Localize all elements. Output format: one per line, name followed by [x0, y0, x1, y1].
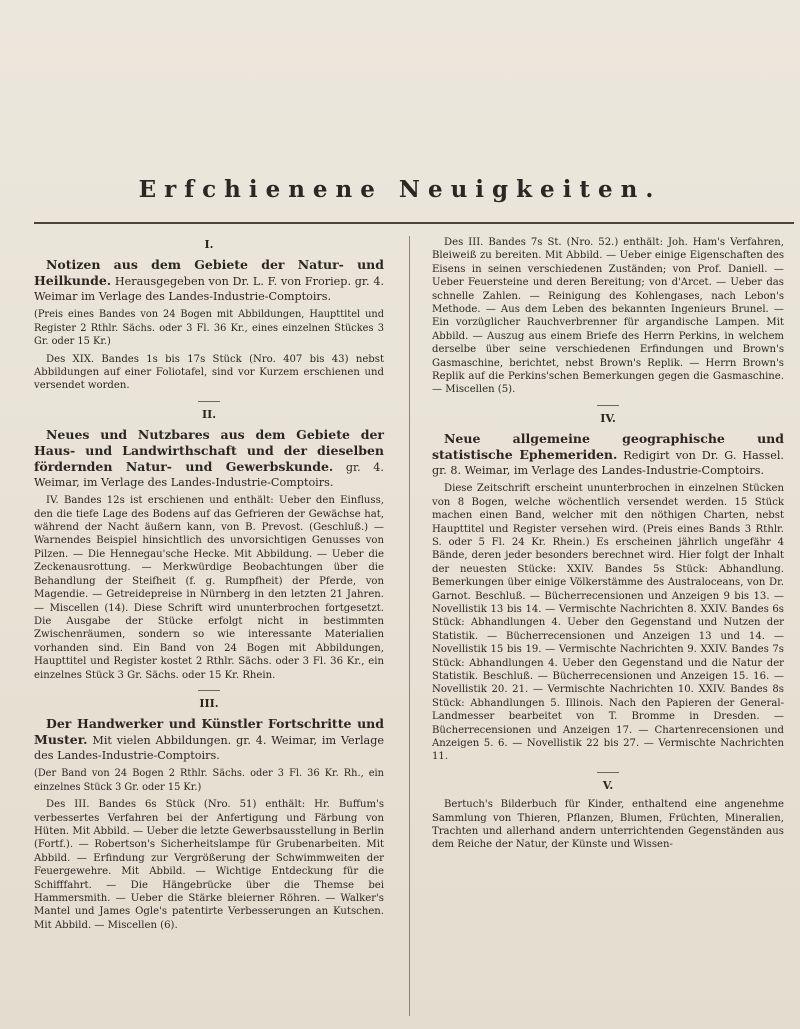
section-separator [597, 772, 619, 773]
right-column [432, 236, 784, 860]
section-title [34, 427, 384, 490]
section-body: Diese Zeitschrift erscheint ununterbrochen in einzelnen Stücken von 8 Bogen, welche wöchentlich versendet werden. 15 Stück machen einen Band, welcher mit den nöthigen Charten, nebst Haupttitel und Register versehen wird. (Preis eines Bands 3 Rthlr. S. oder 5 Fl. 24 Kr. Rhein.) Es erscheinen jährlich ungefähr 4 Bände, deren jeder besonders berechnet wird. Hier folgt der Inhalt der neuesten Stücke: XXIV. Bandes 5s Stück: Abhandlung. Bemerkungen über einige Völkerstämme des Australoceans, von Dr. Garnot. Beschluß. — Bücherrecensionen und Anzeigen 9 bis 13. — Novellistik 13 bis 14. — Vermischte Nachrichten 8. XXIV. Bandes 6s Stück: Abhandlungen 4. Ueber den Gegenstand und Nutzen der Statistik. — Bücherrecensionen und Anzeigen 13 und 14. — Novellistik 15 bis 19. — Vermischte Nachrichten 9. XXIV. Bandes 7s Stück: Abhandlungen 4. Ueber den Gegenstand und die Natur der Statistik. Beschluß. — Bücherrecensionen und Anzeigen 15. 16. — Novellistik 20. 21. — Vermischte Nachrichten 10. XXIV. Bandes 8s Stück: Abhandlungen 5. Illinois. Nach den Papieren der General-Landmesser bearbeitet von T. Bromme in Dresden. — Bücherrecensionen und Anzeigen 17. — Chartenrecensionen und Anzeigen 5. 6. — Novellistik 22 bis 27. — Vermischte Nachrichten 11. [432, 483, 784, 763]
section-body: Des III. Bandes 7s St. (Nro. 52.) enthält: Joh. Ham's Verfahren, Bleiweiß zu bereiten. Mit Abbild. — Ueber einige Eigenschaften des Eisens in seinen verschiedenen Zuständen; von Prof. Daniell. — Ueber Feuersteine und deren Bereitung; von d'Arcet. — Ueber das schnelle Zahlen. — Reinigung des Kohlengases, nach Lebon's Methode. — Aus dem Leben des bekannten Ingenieurs Brunel. — Ein vorzüglicher Rauchverbrenner für argandische Lampen. Mit Abbild. — Auszug aus einem Briefe des Herrn Perkins, in welchem derselbe über seine verschiedenen Erfindungen und Brown's Gasmaschine, berichtet, nebst Brown's Replik. — Herrn Brown's Replik auf die Perkins'schen Bemerkungen gegen die Gasmaschine. — Miscellen (5). [432, 237, 784, 396]
section-3 [34, 697, 384, 932]
section-separator [198, 690, 220, 691]
section-1 [34, 238, 384, 393]
section-title [34, 257, 384, 304]
section-separator [597, 405, 619, 406]
section-price-note: (Preis eines Bandes von 24 Bogen mit Abbildungen, Haupttitel und Register 2 Rthlr. Sächs. oder 3 Fl. 36 Kr., eines einzelnen Stückes 3 Gr. oder 15 Kr.) [34, 309, 384, 348]
section-title-main: Der Handwerker und Künstler Fortschritte und Muster. [34, 716, 384, 748]
section-5 [432, 779, 784, 852]
section-title-main: Neue allgemeine geographische und statistische Ephemeriden. [432, 431, 784, 463]
section-separator [198, 401, 220, 402]
section-price-note: (Der Band von 24 Bogen 2 Rthlr. Sächs. oder 3 Fl. 36 Kr. Rh., ein einzelnes Stück 3 Gr. oder 15 Kr.) [34, 768, 384, 793]
column-divider [409, 236, 410, 1016]
section-2 [34, 408, 384, 682]
page-header: Erfchienene Neuigkeiten. [138, 176, 662, 203]
section-3-continued [432, 236, 784, 397]
section-body: Bertuch's Bilderbuch für Kinder, enthaltend eine angenehme Sammlung von Thieren, Pflanzen, Blumen, Früchten, Mineralien, Trachten und allerhand andern unterrichtenden Gegenständen aus dem Reiche der Natur, der Künste und Wissen- [432, 799, 784, 851]
header-rule [34, 222, 794, 224]
section-title [34, 716, 384, 763]
section-title [432, 431, 784, 478]
section-body: Des XIX. Bandes 1s bis 17s Stück (Nro. 407 bis 43) nebst Abbildungen auf einer Foliotafel, sind vor Kurzem erschienen und versendet worden. [34, 353, 384, 392]
section-4 [432, 412, 784, 764]
section-number: III. [199, 696, 219, 710]
section-title-main: Notizen aus dem Gebiete der Natur- und Heilkunde. [34, 257, 384, 289]
section-body: Des III. Bandes 6s Stück (Nro. 51) enthält: Hr. Buffum's verbessertes Verfahren bei der Anfertigung und Färbung von Hüten. Mit Abbild. — Ueber die letzte Gewerbsausstellung in Berlin (Fortf.). — Robertson's Sicherheitslampe für Grubenarbeiten. Mit Abbild. — Erfindung zur Vergrößerung der Schwimmweiten der Feuergewehre. Mit Abbild. — Wichtige Entdeckung für die Schifffahrt. — Die Hängebrücke über die Themse bei Hammersmith. — Ueber die Stärke bleierner Röhren. — Walker's Mantel und James Ogle's patentirte Verbesserungen an Kutschen. Mit Abbild. — Miscellen (6). [34, 799, 384, 931]
left-column [34, 236, 384, 940]
section-title-publication: gr. 4. Weimar, im Verlage des Landes-Industrie-Comptoirs. [34, 461, 384, 490]
section-number: II. [201, 407, 217, 421]
section-title-main: Neues und Nutzbares aus dem Gebiete der Haus- und Landwirthschaft und der dieselben fördernden Natur- und Gewerbskunde. [34, 427, 384, 475]
section-number: I. [204, 238, 214, 251]
section-title-publication: Redigirt von Dr. G. Hassel. gr. 8. Weimar, im Verlage des Landes-Industrie-Comptoirs. [432, 449, 784, 478]
section-number: V. [602, 778, 614, 792]
section-body: IV. Bandes 12s ist erschienen und enthält: Ueber den Einfluss, den die tiefe Lage des Bodens auf das Gefrieren der Gewächse hat, während der Nacht äußern kann, von B. Prevost. (Geschluß.) — Warnendes Beispiel hinsichtlich des unvorsichtigen Genusses von Pilzen. — Die Hennegau'sche Hecke. Mit Abbildung. — Ueber die Zeckenausrottung. — Merkwürdige Beobachtungen über die Behandlung der Steifheit (f. g. Rumpfheit) der Pferde, von Magendie. — Getreidepreise in Nürnberg in den letzten 21 Jahren. — Miscellen (14). Diese Schrift wird ununterbrochen fortgesetzt. Die Ausgabe der Stücke erfolgt nicht in bestimmten Zwischenräumen, sondern so wie interessante Materialien vorhanden sind. Ein Band von 24 Bogen mit Abbildungen, Haupttitel und Register kostet 2 Rthlr. Sächs. oder 3 Fl. 36 Kr., ein einzelnes Stück 3 Gr. Sächs. oder 15 Kr. Rhein. [34, 495, 384, 681]
section-number: IV. [600, 411, 616, 425]
section-title-publication: Herausgegeben von Dr. L. F. von Froriep. gr. 4. Weimar im Verlage des Landes-Industrie-Comptoirs. [34, 275, 384, 304]
section-title-publication: Mit vielen Abbildungen. gr. 4. Weimar, im Verlage des Landes-Industrie-Comptoirs. [34, 734, 384, 763]
